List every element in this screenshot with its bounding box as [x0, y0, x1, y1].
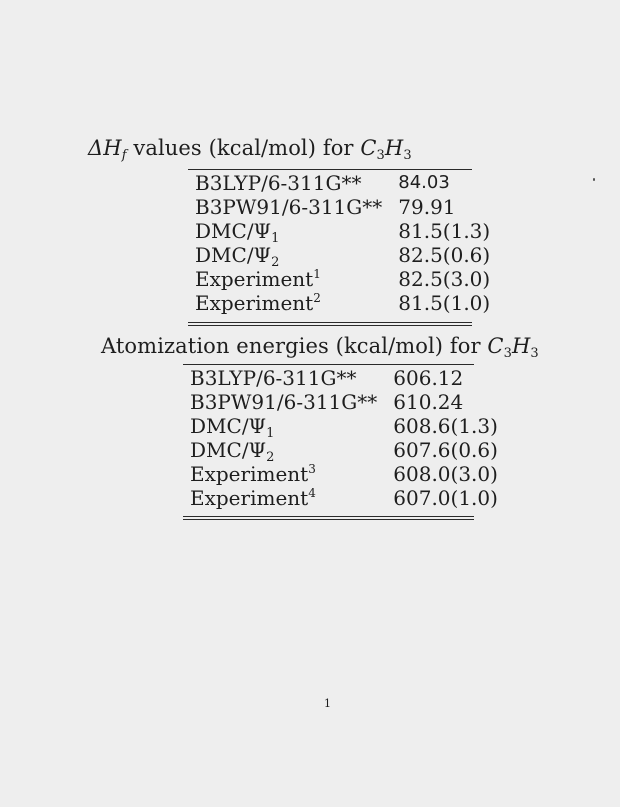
method-text: DMC/Ψ	[190, 438, 267, 462]
method-text: Experiment	[195, 291, 314, 315]
formula-c: C	[360, 136, 377, 160]
table2-bottom-rule	[183, 516, 474, 520]
method-cell	[188, 243, 398, 270]
value-cell: 84.03	[398, 172, 450, 193]
method-text: Experiment	[190, 462, 309, 486]
psi-subscript: 2	[266, 450, 275, 465]
table2-top-rule	[183, 364, 474, 365]
method-text: DMC/Ψ	[195, 243, 272, 267]
table-row	[183, 486, 502, 510]
reference-superscript: 1	[313, 267, 321, 281]
method-cell: B3LYP/6-311G**	[190, 366, 357, 390]
table-row	[183, 462, 502, 486]
formula-h-subscript: 3	[403, 148, 412, 163]
method-cell	[183, 414, 393, 441]
method-text: DMC/Ψ	[190, 414, 267, 438]
value-cell: 607.6(0.6)	[393, 438, 498, 462]
method-cell	[183, 486, 393, 510]
method-cell: B3PW91/6-311G**	[195, 195, 383, 219]
delta-h-symbol: ΔH	[88, 136, 122, 160]
psi-subscript: 2	[271, 255, 280, 270]
value-cell: 608.0(3.0)	[393, 462, 498, 486]
method-cell	[188, 219, 398, 246]
table-row	[188, 195, 494, 219]
table2-caption	[101, 334, 539, 361]
psi-subscript: 1	[271, 231, 280, 246]
method-text: DMC/Ψ	[195, 219, 272, 243]
method-cell: B3LYP/6-311G**	[195, 171, 362, 195]
table2-caption-text: Atomization energies (kcal/mol) for	[101, 334, 488, 358]
scan-speck	[593, 178, 595, 181]
table-row	[188, 171, 494, 195]
value-cell: 607.0(1.0)	[393, 486, 498, 510]
table1	[188, 171, 494, 315]
table1-top-rule	[188, 169, 472, 170]
reference-superscript: 4	[308, 486, 316, 500]
reference-superscript: 2	[313, 291, 321, 305]
psi-subscript: 1	[266, 426, 275, 441]
table-row	[183, 414, 502, 438]
value-cell: 606.12	[393, 366, 464, 390]
table-row	[188, 219, 494, 243]
reference-superscript: 3	[308, 462, 316, 476]
value-cell: 81.5(1.0)	[398, 291, 491, 315]
formula-c-subscript: 3	[503, 346, 512, 361]
table-row	[183, 390, 502, 414]
value-cell: 610.24	[393, 390, 464, 414]
formula-c-subscript: 3	[376, 148, 385, 163]
table-row	[183, 438, 502, 462]
table-row	[188, 291, 494, 315]
table1-caption-text: values (kcal/mol) for	[126, 136, 361, 160]
formula-h-subscript: 3	[530, 346, 539, 361]
method-cell	[188, 267, 398, 291]
value-cell: 608.6(1.3)	[393, 414, 498, 438]
method-cell: B3PW91/6-311G**	[190, 390, 378, 414]
value-cell: 79.91	[398, 195, 456, 219]
value-cell: 82.5(3.0)	[398, 267, 491, 291]
method-text: Experiment	[195, 267, 314, 291]
method-cell	[183, 462, 393, 486]
delta-h-subscript: f	[121, 148, 127, 163]
method-text: Experiment	[190, 486, 309, 510]
method-cell	[183, 438, 393, 465]
table1-caption	[88, 136, 412, 163]
value-cell: 81.5(1.3)	[398, 219, 491, 243]
method-cell	[188, 291, 398, 315]
page-number: 1	[324, 697, 331, 710]
formula-c: C	[487, 334, 504, 358]
value-cell: 82.5(0.6)	[398, 243, 491, 267]
formula-h: H	[384, 136, 404, 160]
formula-h: H	[511, 334, 531, 358]
table-row	[183, 366, 502, 390]
table-row	[188, 267, 494, 291]
table2	[183, 366, 502, 510]
table1-bottom-rule	[188, 322, 472, 326]
table-row	[188, 243, 494, 267]
